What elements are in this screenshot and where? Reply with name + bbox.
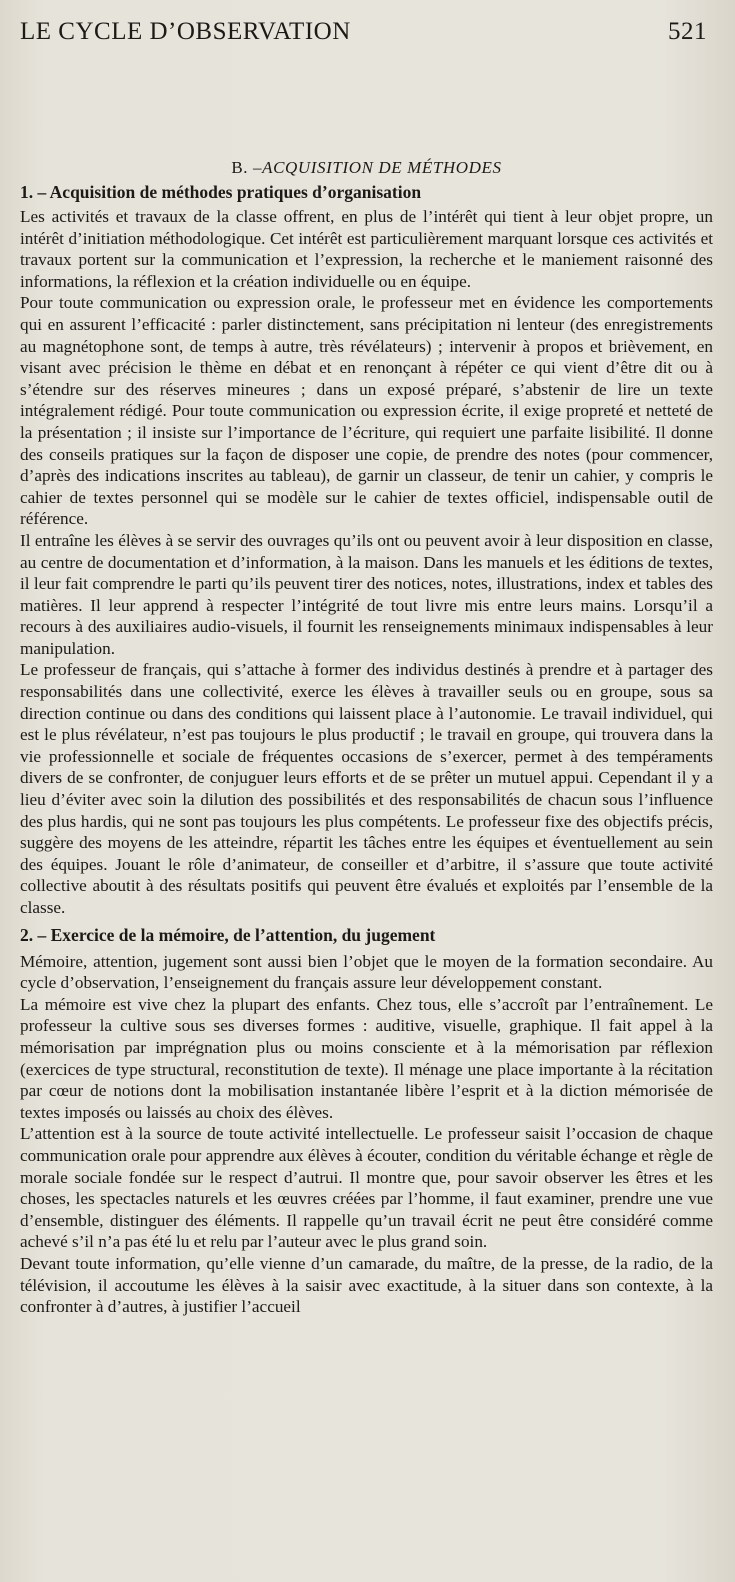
section-prefix: B. – [231,158,263,177]
paragraph: L’attention est à la source de toute activité intellectuelle. Le professeur saisit l’occasion de chaque communication orale pour apprendre aux élèves à écouter, condition du véritable échange et règle de morale sociale fondée sur le respect d’autrui. Il montre que, pour savoir observer les êtres et les choses, les spectacles naturels et les œuvres créées par l’homme, il faut examiner, prendre une vue d’ensemble, distinguer des éléments. Il rappelle qu’un travail écrit ne peut être considéré comme achevé s’il n’a pas été lu et relu par l’auteur avec le plus grand soin. [20,1124,713,1252]
paragraph: Devant toute information, qu’elle vienne d’un camarade, du maître, de la presse, de la radio, de la télévision, il accoutume les élèves à la saisir avec exactitude, à la situer dans son contexte, à la confronter à d’autres, à justifier l’accueil [20,1253,713,1317]
paragraph: Les activités et travaux de la classe offrent, en plus de l’intérêt qui tient à leur objet propre, un intérêt d’initiation méthodologique. Cet intérêt est particulièrement marquant lorsque ces activités et travaux portent sur la communication et l’expression, la recherche et le maniement raisonné des informations, la réflexion et la création individuelle ou en équipe. [20,207,713,291]
subsection-heading-1: 1. – Acquisition de méthodes pratiques d’organisation [20,182,422,202]
running-header [20,18,707,46]
subsection-heading-2: 2. – Exercice de la mémoire, de l’attention, du jugement [20,924,436,945]
section-title-text: ACQUISITION DE MÉTHODES [262,158,502,177]
paragraph: Mémoire, attention, jugement sont aussi bien l’objet que le moyen de la formation secondaire. Au cycle d’observation, l’enseignement du français assure leur développement constant. [20,951,713,993]
section-title [20,158,713,178]
paragraph: La mémoire est vive chez la plupart des enfants. Chez tous, elle s’accroît par l’entraînement. Le professeur la cultive sous ses diverses formes : auditive, visuelle, graphique. Il fait appel à la mémorisation par imprégnation plus ou moins consciente et à la mémorisation par réflexion (exercices de type structural, reconstitution de texte). Il ménage une place importante à la récitation par cœur de notions dont la mobilisation instantanée libère l’esprit et à la diction mémorisée de textes imposés ou laissés au choix des élèves. [20,994,713,1122]
paragraph: Il entraîne les élèves à se servir des ouvrages qu’ils ont ou peuvent avoir à leur disposition en classe, au centre de documentation et d’information, à la maison. Dans les manuels et les éditions de textes, il leur fait comprendre le parti qu’ils peuvent tirer des notices, notes, illustrations, index et tables des matières. Il leur apprend à respecter l’intégrité de tout livre mis entre leurs mains. Lorsqu’il a recours à des auxiliaires audio-visuels, il fournit les renseignements minimaux indispensables à leur manipulation. [20,530,713,658]
page-number: 521 [668,18,707,45]
paragraph: Pour toute communication ou expression orale, le professeur met en évidence les comportements qui en assurent l’efficacité : parler distinctement, sans précipitation ni lenteur (des enregistrements au magnétophone sont, de temps à autre, très révélateurs) ; intervenir à propos et brièvement, en visant avec précision le thème en débat et en renonçant à répéter ce qui vient d’être dit ou à s’étendre sur des réserves mineures ; dans un exposé préparé, s’abstenir de lire un texte intégralement rédigé. Pour toute communication ou expression écrite, il exige propreté et netteté de la présentation ; il insiste sur l’importance de l’écriture, qui requiert une parfaite lisibilité. Il donne des conseils pratiques sur la façon de disposer une copie, de prendre des notes (pour commencer, d’après des indications inscrites au tableau), de garnir un classeur, de tenir un cahier, y compris le cahier de textes personnel qui se modèle sur le cahier de textes officiel, indispensable outil de référence. [20,293,713,529]
running-title: LE CYCLE D’OBSERVATION [20,18,351,45]
paragraph: Le professeur de français, qui s’attache à former des individus destinés à prendre et à partager des responsabilités dans une collectivité, exerce les élèves à travailler seuls ou en groupe, sous sa direction continue ou dans des conditions qui laissent place à l’autonomie. Le travail individuel, qui est le plus révélateur, n’est pas toujours le plus productif ; le travail en groupe, qui trouvera dans la vie professionnelle et sociale de fréquentes occasions de s’exercer, permet à des tempéraments divers de se confronter, de conjuguer leurs efforts et de se prêter un mutuel appui. Cependant il y a lieu d’éviter avec soin la dilution des possibilités et des responsabilités de chacun sous l’influence des plus hardis, qui ne sont pas toujours les plus compétents. Le professeur fixe des objectifs précis, suggère des moyens de les atteindre, répartit les tâches entre les équipes et éventuellement au sein des équipes. Jouant le rôle d’animateur, de conseiller et d’arbitre, il s’assure que toute activité collective aboutit à des résultats positifs qui peuvent être évalués et exploités par l’ensemble de la classe. [20,660,713,917]
